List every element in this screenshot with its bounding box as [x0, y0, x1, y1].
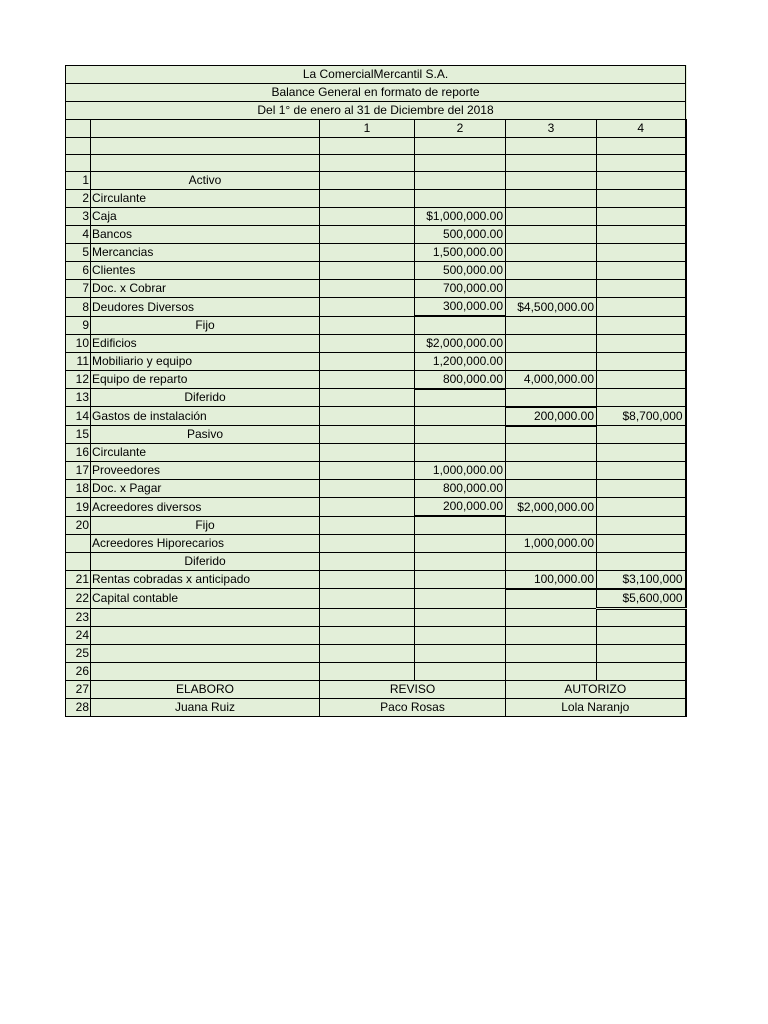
table-row: [66, 570, 686, 589]
table-row: [66, 172, 686, 190]
col-2-cell[interactable]: $2,000,000.00: [415, 334, 506, 352]
report-period[interactable]: Del 1° de enero al 31 de Diciembre del 2018: [66, 102, 686, 120]
col-4-cell[interactable]: [597, 244, 686, 262]
col-4-cell[interactable]: [597, 190, 686, 208]
account-label[interactable]: Acreedores Hiporecarios: [91, 534, 320, 552]
col-2-cell[interactable]: [415, 407, 506, 426]
col-1-cell[interactable]: [320, 389, 415, 407]
company-name[interactable]: La ComercialMercantil S.A.: [66, 66, 686, 84]
table-row: [66, 208, 686, 226]
col-1-cell[interactable]: [320, 589, 415, 609]
col-1-cell[interactable]: [320, 172, 415, 190]
col-3-cell[interactable]: [506, 589, 597, 609]
col-4-cell[interactable]: [597, 608, 686, 626]
col-3-cell[interactable]: [506, 208, 597, 226]
row-number[interactable]: 5: [66, 244, 91, 262]
col-2-cell[interactable]: 800,000.00: [415, 370, 506, 389]
account-label[interactable]: [91, 662, 320, 680]
col-1-cell[interactable]: [320, 570, 415, 589]
row-number[interactable]: 22: [66, 589, 91, 609]
col-4-cell[interactable]: [597, 262, 686, 280]
col-1-cell[interactable]: [320, 407, 415, 426]
col-2-cell[interactable]: [415, 662, 506, 680]
table-row: [66, 662, 686, 680]
account-label[interactable]: Diferido: [91, 552, 320, 570]
table-row: [66, 138, 686, 155]
col-2-cell[interactable]: [415, 570, 506, 589]
row-number[interactable]: [66, 138, 91, 155]
col-4-cell[interactable]: [597, 298, 686, 317]
col-2-cell[interactable]: [415, 389, 506, 407]
col-1-cell[interactable]: [320, 138, 415, 155]
col-3-cell[interactable]: [506, 626, 597, 644]
table-row: [66, 190, 686, 208]
title-row: [66, 66, 686, 84]
row-number[interactable]: 9: [66, 316, 91, 334]
col-4-cell[interactable]: [597, 626, 686, 644]
column-header-2[interactable]: 2: [415, 120, 506, 138]
col-4-cell[interactable]: [597, 352, 686, 370]
col-1-cell[interactable]: [320, 662, 415, 680]
col-2-cell[interactable]: [415, 516, 506, 534]
autorizo-label[interactable]: AUTORIZO: [506, 680, 686, 698]
row-number[interactable]: 12: [66, 370, 91, 389]
col-3-cell[interactable]: [506, 226, 597, 244]
table-row: [66, 244, 686, 262]
table-row: [66, 298, 686, 317]
table-row: [66, 280, 686, 298]
row-number[interactable]: 23: [66, 608, 91, 626]
col-4-cell[interactable]: [597, 480, 686, 498]
column-header-1[interactable]: 1: [320, 120, 415, 138]
col-3-cell[interactable]: 100,000.00: [506, 570, 597, 589]
col-4-cell[interactable]: [597, 662, 686, 680]
account-label[interactable]: Circulante: [91, 190, 320, 208]
account-label[interactable]: Fijo: [91, 316, 320, 334]
account-label[interactable]: [91, 626, 320, 644]
col-3-cell[interactable]: [506, 480, 597, 498]
account-label[interactable]: Proveedores: [91, 462, 320, 480]
col-1-cell[interactable]: [320, 226, 415, 244]
account-label[interactable]: Mercancias: [91, 244, 320, 262]
row-number[interactable]: 7: [66, 280, 91, 298]
col-4-cell[interactable]: [597, 444, 686, 462]
account-label[interactable]: Fijo: [91, 516, 320, 534]
header-cell-blank[interactable]: [91, 120, 320, 138]
row-number[interactable]: 8: [66, 298, 91, 317]
elaboro-name[interactable]: Juana Ruiz: [91, 698, 320, 716]
row-number[interactable]: 2: [66, 190, 91, 208]
col-3-cell[interactable]: [506, 155, 597, 172]
row-number[interactable]: 21: [66, 570, 91, 589]
col-3-cell[interactable]: [506, 462, 597, 480]
row-number[interactable]: 10: [66, 334, 91, 352]
col-3-cell[interactable]: [506, 262, 597, 280]
col-3-cell[interactable]: [506, 334, 597, 352]
col-1-cell[interactable]: [320, 190, 415, 208]
col-4-cell[interactable]: [597, 389, 686, 407]
table-row: [66, 498, 686, 517]
col-4-cell[interactable]: [597, 552, 686, 570]
row-number[interactable]: 1: [66, 172, 91, 190]
col-1-cell[interactable]: [320, 626, 415, 644]
col-4-cell[interactable]: [597, 280, 686, 298]
col-4-cell[interactable]: $3,100,000: [597, 570, 686, 589]
title-row: [66, 84, 686, 102]
account-label[interactable]: Acreedores diversos: [91, 498, 320, 517]
row-number[interactable]: [66, 155, 91, 172]
col-4-cell[interactable]: [597, 498, 686, 517]
row-number[interactable]: 18: [66, 480, 91, 498]
col-2-cell[interactable]: [415, 426, 506, 444]
account-label[interactable]: Rentas cobradas x anticipado: [91, 570, 320, 589]
col-3-cell[interactable]: [506, 662, 597, 680]
column-header-3[interactable]: 3: [506, 120, 597, 138]
col-1-cell[interactable]: [320, 244, 415, 262]
account-label[interactable]: Edificios: [91, 334, 320, 352]
col-2-cell[interactable]: 1,500,000.00: [415, 244, 506, 262]
account-label[interactable]: Equipo de reparto: [91, 370, 320, 389]
table-row: [66, 626, 686, 644]
account-label[interactable]: [91, 644, 320, 662]
table-row: [66, 462, 686, 480]
account-label[interactable]: Deudores Diversos: [91, 298, 320, 317]
col-2-cell[interactable]: [415, 172, 506, 190]
col-1-cell[interactable]: [320, 352, 415, 370]
row-number[interactable]: 17: [66, 462, 91, 480]
table-row: [66, 407, 686, 426]
col-4-cell[interactable]: $8,700,000: [597, 407, 686, 426]
account-label[interactable]: Doc. x Cobrar: [91, 280, 320, 298]
col-1-cell[interactable]: [320, 644, 415, 662]
account-label[interactable]: Bancos: [91, 226, 320, 244]
col-1-cell[interactable]: [320, 208, 415, 226]
col-1-cell[interactable]: [320, 334, 415, 352]
table-row: [66, 589, 686, 609]
row-number[interactable]: 28: [66, 698, 91, 716]
col-4-cell[interactable]: [597, 644, 686, 662]
table-row: [66, 644, 686, 662]
reviso-name[interactable]: Paco Rosas: [320, 698, 506, 716]
report-title[interactable]: Balance General en formato de reporte: [66, 84, 686, 102]
autorizo-name[interactable]: Lola Naranjo: [506, 698, 686, 716]
col-2-cell[interactable]: 200,000.00: [415, 498, 506, 517]
account-label[interactable]: Gastos de instalación: [91, 407, 320, 426]
col-4-cell[interactable]: [597, 172, 686, 190]
column-header-row: [66, 120, 686, 138]
col-2-cell[interactable]: 1,200,000.00: [415, 352, 506, 370]
row-number[interactable]: 20: [66, 516, 91, 534]
col-2-cell[interactable]: 1,000,000.00: [415, 462, 506, 480]
col-2-cell[interactable]: [415, 626, 506, 644]
col-1-cell[interactable]: [320, 155, 415, 172]
col-1-cell[interactable]: [320, 498, 415, 517]
col-3-cell[interactable]: [506, 552, 597, 570]
account-label[interactable]: Mobiliario y equipo: [91, 352, 320, 370]
row-number[interactable]: [66, 534, 91, 552]
table-row: [66, 608, 686, 626]
title-row: [66, 102, 686, 120]
col-2-cell[interactable]: 700,000.00: [415, 280, 506, 298]
col-2-cell[interactable]: [415, 534, 506, 552]
col-1-cell[interactable]: [320, 316, 415, 334]
col-3-cell[interactable]: [506, 316, 597, 334]
col-3-cell[interactable]: 200,000.00: [506, 407, 597, 426]
account-label[interactable]: Doc. x Pagar: [91, 480, 320, 498]
col-3-cell[interactable]: [506, 280, 597, 298]
row-number[interactable]: 11: [66, 352, 91, 370]
col-4-cell[interactable]: [597, 208, 686, 226]
col-2-cell[interactable]: [415, 589, 506, 609]
col-1-cell[interactable]: [320, 298, 415, 317]
row-number[interactable]: 14: [66, 407, 91, 426]
col-1-cell[interactable]: [320, 370, 415, 389]
balance-sheet-table: [65, 65, 687, 717]
col-4-cell[interactable]: [597, 138, 686, 155]
table-row: [66, 552, 686, 570]
col-2-cell[interactable]: 300,000.00: [415, 298, 506, 317]
col-4-cell[interactable]: [597, 334, 686, 352]
col-3-cell[interactable]: 4,000,000.00: [506, 370, 597, 389]
account-label[interactable]: Circulante: [91, 444, 320, 462]
table-row: [66, 516, 686, 534]
col-3-cell[interactable]: [506, 426, 597, 444]
col-3-cell[interactable]: [506, 644, 597, 662]
col-2-cell[interactable]: 500,000.00: [415, 262, 506, 280]
col-2-cell[interactable]: [415, 608, 506, 626]
col-4-cell[interactable]: $5,600,000: [597, 589, 686, 609]
col-4-cell[interactable]: [597, 516, 686, 534]
account-label[interactable]: Clientes: [91, 262, 320, 280]
header-cell-blank[interactable]: [66, 120, 91, 138]
reviso-label[interactable]: REVISO: [320, 680, 506, 698]
col-2-cell[interactable]: 500,000.00: [415, 226, 506, 244]
col-1-cell[interactable]: [320, 480, 415, 498]
col-1-cell[interactable]: [320, 426, 415, 444]
col-3-cell[interactable]: $4,500,000.00: [506, 298, 597, 317]
row-number[interactable]: 16: [66, 444, 91, 462]
col-3-cell[interactable]: 1,000,000.00: [506, 534, 597, 552]
col-3-cell[interactable]: [506, 138, 597, 155]
col-2-cell[interactable]: [415, 316, 506, 334]
table-row: [66, 316, 686, 334]
col-3-cell[interactable]: [506, 352, 597, 370]
col-1-cell[interactable]: [320, 534, 415, 552]
col-2-cell[interactable]: [415, 552, 506, 570]
col-4-cell[interactable]: [597, 426, 686, 444]
col-2-cell[interactable]: [415, 155, 506, 172]
signature-names-row: [66, 698, 686, 716]
balance-rows: [66, 138, 686, 681]
account-label[interactable]: Capital contable: [91, 589, 320, 609]
account-label[interactable]: [91, 155, 320, 172]
col-1-cell[interactable]: [320, 516, 415, 534]
col-2-cell[interactable]: 800,000.00: [415, 480, 506, 498]
row-number[interactable]: 27: [66, 680, 91, 698]
col-1-cell[interactable]: [320, 280, 415, 298]
col-1-cell[interactable]: [320, 552, 415, 570]
table-row: [66, 226, 686, 244]
col-4-cell[interactable]: [597, 534, 686, 552]
col-4-cell[interactable]: [597, 462, 686, 480]
account-label[interactable]: [91, 608, 320, 626]
account-label[interactable]: Caja: [91, 208, 320, 226]
row-number[interactable]: 3: [66, 208, 91, 226]
col-4-cell[interactable]: [597, 155, 686, 172]
table-row: [66, 155, 686, 172]
col-3-cell[interactable]: [506, 444, 597, 462]
table-row: [66, 444, 686, 462]
row-number[interactable]: [66, 552, 91, 570]
col-3-cell[interactable]: [506, 172, 597, 190]
col-2-cell[interactable]: [415, 444, 506, 462]
row-number[interactable]: 26: [66, 662, 91, 680]
col-4-cell[interactable]: [597, 370, 686, 389]
table-row: [66, 426, 686, 444]
col-1-cell[interactable]: [320, 608, 415, 626]
row-number[interactable]: 4: [66, 226, 91, 244]
col-1-cell[interactable]: [320, 262, 415, 280]
table-row: [66, 480, 686, 498]
table-row: [66, 370, 686, 389]
account-label[interactable]: Activo: [91, 172, 320, 190]
table-row: [66, 262, 686, 280]
col-4-cell[interactable]: [597, 226, 686, 244]
col-3-cell[interactable]: [506, 516, 597, 534]
col-3-cell[interactable]: [506, 608, 597, 626]
col-2-cell[interactable]: $1,000,000.00: [415, 208, 506, 226]
account-label[interactable]: [91, 138, 320, 155]
signature-section: [66, 680, 686, 716]
table-row: [66, 389, 686, 407]
col-1-cell[interactable]: [320, 462, 415, 480]
col-4-cell[interactable]: [597, 316, 686, 334]
col-2-cell[interactable]: [415, 190, 506, 208]
table-row: [66, 334, 686, 352]
row-number[interactable]: 6: [66, 262, 91, 280]
col-1-cell[interactable]: [320, 444, 415, 462]
elaboro-label[interactable]: ELABORO: [91, 680, 320, 698]
col-3-cell[interactable]: [506, 244, 597, 262]
row-number[interactable]: 19: [66, 498, 91, 517]
col-3-cell[interactable]: $2,000,000.00: [506, 498, 597, 517]
row-number[interactable]: 24: [66, 626, 91, 644]
table-row: [66, 534, 686, 552]
column-header-4[interactable]: 4: [597, 120, 686, 138]
col-3-cell[interactable]: [506, 389, 597, 407]
account-label[interactable]: Pasivo: [91, 426, 320, 444]
col-2-cell[interactable]: [415, 138, 506, 155]
row-number[interactable]: 13: [66, 389, 91, 407]
row-number[interactable]: 25: [66, 644, 91, 662]
account-label[interactable]: Diferido: [91, 389, 320, 407]
col-3-cell[interactable]: [506, 190, 597, 208]
signature-roles-row: [66, 680, 686, 698]
row-number[interactable]: 15: [66, 426, 91, 444]
col-2-cell[interactable]: [415, 644, 506, 662]
table-row: [66, 352, 686, 370]
